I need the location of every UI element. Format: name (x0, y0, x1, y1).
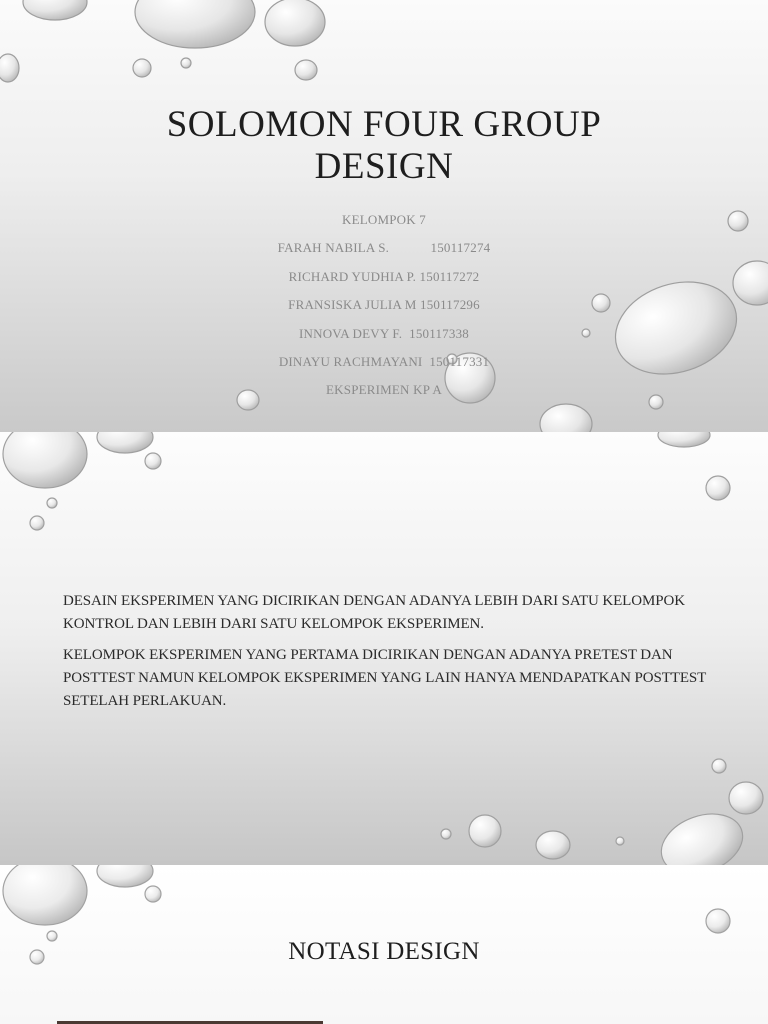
member-line: FRANSISKA JULIA M 150117296 (288, 297, 480, 313)
group-name: KELOMPOK 7 (342, 212, 426, 227)
slide-1-title-line-1: SOLOMON FOUR GROUP (166, 104, 602, 145)
member-line: RICHARD YUDHIA P. 150117272 (288, 268, 480, 284)
definition-paragraph: DESAIN EKSPERIMEN YANG DICIRIKAN DENGAN ADANYA LEBIH DARI SATU KELOMPOK KONTROL DAN LEBIH DARI SATU KELOMPOK EKSPERIMEN. (63, 593, 685, 632)
class-line: EKSPERIMEN KP A (326, 382, 442, 398)
slide-1-subtitle (0, 210, 768, 409)
member-line: DINAYU RACHMAYANI 150117331 (278, 353, 490, 369)
member-line: FARAH NABILA S. 150117274 (277, 240, 491, 256)
slide-1-title (0, 0, 768, 432)
definition-paragraph: KELOMPOK EKSPERIMEN YANG PERTAMA DICIRIKAN DENGAN ADANYA PRETEST DAN POSTTEST NAMUN KELOMPOK EKSPERIMEN YANG LAIN HANYA MENDAPATKAN POSTTEST SETELAH PERLAKUAN. (63, 647, 706, 709)
slide-1-heading (0, 104, 768, 188)
slide-3-heading: NOTASI DESIGN (288, 938, 480, 965)
slide-2-body (63, 590, 713, 721)
member-line: INNOVA DEVY F. 150117338 (299, 325, 469, 341)
slide-1-title-line-2: DESIGN (314, 146, 454, 187)
